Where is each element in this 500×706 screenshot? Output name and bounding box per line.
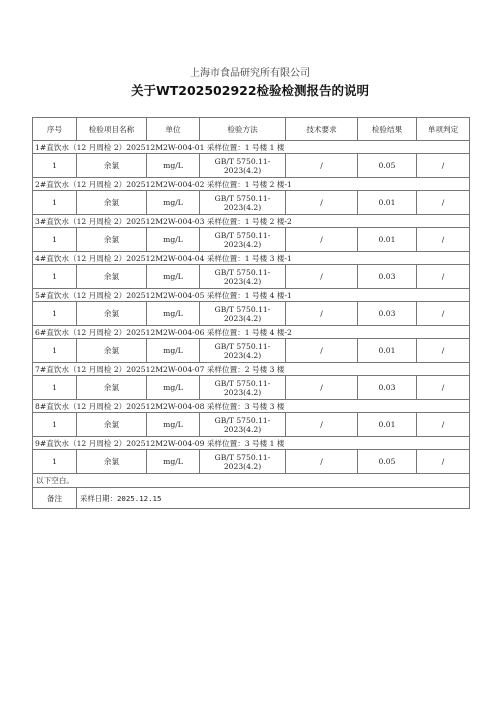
judgment-cell: /	[417, 339, 470, 363]
unit-cell: mg/L	[147, 265, 200, 289]
row-number-cell: 1	[33, 376, 77, 400]
requirement-cell: /	[286, 376, 358, 400]
table-row	[33, 376, 470, 400]
sample-description: 6#直饮水（12 月周检 2）202512M2W-004-06 采样位置：1 号楼 4 楼-2	[33, 326, 470, 339]
row-number-cell: 1	[33, 413, 77, 437]
sample-row	[33, 141, 470, 154]
unit-cell: mg/L	[147, 339, 200, 363]
row-number-cell: 1	[33, 228, 77, 252]
test-method-cell: GB/T 5750.11-2023(4.2)	[200, 302, 286, 326]
result-cell: 0.05	[358, 154, 417, 178]
unit-cell: mg/L	[147, 413, 200, 437]
sample-description: 9#直饮水（12 月周检 2）202512M2W-004-09 采样位置：3 号楼 1 楼	[33, 437, 470, 450]
sample-row	[33, 326, 470, 339]
item-name-cell: 余氯	[77, 191, 147, 215]
requirement-cell: /	[286, 450, 358, 474]
requirement-cell: /	[286, 302, 358, 326]
table-row	[33, 154, 470, 178]
unit-cell: mg/L	[147, 228, 200, 252]
row-number-cell: 1	[33, 450, 77, 474]
unit-cell: mg/L	[147, 302, 200, 326]
result-cell: 0.01	[358, 191, 417, 215]
table-row	[33, 450, 470, 474]
test-method-cell: GB/T 5750.11-2023(4.2)	[200, 339, 286, 363]
judgment-cell: /	[417, 450, 470, 474]
test-method-cell: GB/T 5750.11-2023(4.2)	[200, 265, 286, 289]
table-row	[33, 265, 470, 289]
test-method-cell: GB/T 5750.11-2023(4.2)	[200, 376, 286, 400]
item-name-cell: 余氯	[77, 339, 147, 363]
row-number-cell: 1	[33, 191, 77, 215]
test-method-cell: GB/T 5750.11-2023(4.2)	[200, 154, 286, 178]
item-name-cell: 余氯	[77, 302, 147, 326]
remark-label: 备注	[33, 488, 77, 509]
unit-cell: mg/L	[147, 376, 200, 400]
result-cell: 0.03	[358, 376, 417, 400]
col-header-item: 检验项目名称	[77, 118, 147, 141]
sample-description: 8#直饮水（12 月周检 2）202512M2W-004-08 采样位置：3 号楼 3 楼	[33, 400, 470, 413]
judgment-cell: /	[417, 154, 470, 178]
unit-cell: mg/L	[147, 154, 200, 178]
judgment-cell: /	[417, 228, 470, 252]
row-number-cell: 1	[33, 339, 77, 363]
unit-cell: mg/L	[147, 450, 200, 474]
col-header-result: 检验结果	[358, 118, 417, 141]
sample-description: 1#直饮水（12 月周检 2）202512M2W-004-01 采样位置：1 号楼 1 楼	[33, 141, 470, 154]
table-row	[33, 302, 470, 326]
sample-row	[33, 437, 470, 450]
test-method-cell: GB/T 5750.11-2023(4.2)	[200, 413, 286, 437]
col-header-unit: 单位	[147, 118, 200, 141]
table-row	[33, 228, 470, 252]
result-cell: 0.01	[358, 413, 417, 437]
sample-description: 3#直饮水（12 月周检 2）202512M2W-004-03 采样位置：1 号楼 2 楼-2	[33, 215, 470, 228]
requirement-cell: /	[286, 228, 358, 252]
test-method-cell: GB/T 5750.11-2023(4.2)	[200, 191, 286, 215]
judgment-cell: /	[417, 376, 470, 400]
requirement-cell: /	[286, 265, 358, 289]
result-cell: 0.01	[358, 228, 417, 252]
result-cell: 0.01	[358, 339, 417, 363]
judgment-cell: /	[417, 191, 470, 215]
table-header-row	[33, 118, 470, 141]
result-cell: 0.03	[358, 302, 417, 326]
sample-description: 2#直饮水（12 月周检 2）202512M2W-004-02 采样位置：1 号楼 2 楼-1	[33, 178, 470, 191]
result-cell: 0.05	[358, 450, 417, 474]
requirement-cell: /	[286, 154, 358, 178]
table-row	[33, 413, 470, 437]
report-table	[32, 117, 470, 509]
sample-description: 5#直饮水（12 月周检 2）202512M2W-004-05 采样位置：1 号楼 4 楼-1	[33, 289, 470, 302]
sample-description: 7#直饮水（12 月周检 2）202512M2W-004-07 采样位置：2 号楼 3 楼	[33, 363, 470, 376]
requirement-cell: /	[286, 413, 358, 437]
table-row	[33, 339, 470, 363]
sample-row	[33, 363, 470, 376]
judgment-cell: /	[417, 302, 470, 326]
row-number-cell: 1	[33, 265, 77, 289]
item-name-cell: 余氯	[77, 265, 147, 289]
col-header-judgment: 单项判定	[417, 118, 470, 141]
sample-row	[33, 289, 470, 302]
item-name-cell: 余氯	[77, 154, 147, 178]
item-name-cell: 余氯	[77, 413, 147, 437]
row-number-cell: 1	[33, 302, 77, 326]
sample-row	[33, 252, 470, 265]
judgment-cell: /	[417, 413, 470, 437]
page-title: 关于WT202502922检验检测报告的说明	[130, 83, 370, 98]
item-name-cell: 余氯	[77, 450, 147, 474]
requirement-cell: /	[286, 339, 358, 363]
col-header-method: 检验方法	[200, 118, 286, 141]
table-row	[33, 191, 470, 215]
requirement-cell: /	[286, 191, 358, 215]
col-header-requirement: 技术要求	[286, 118, 358, 141]
remark-row	[33, 488, 470, 509]
sample-description: 4#直饮水（12 月周检 2）202512M2W-004-04 采样位置：1 号楼 3 楼-1	[33, 252, 470, 265]
organization-name: 上海市食品研究所有限公司	[190, 68, 310, 79]
row-number-cell: 1	[33, 154, 77, 178]
remark-value: 采样日期：2025.12.15	[77, 488, 470, 509]
unit-cell: mg/L	[147, 191, 200, 215]
test-method-cell: GB/T 5750.11-2023(4.2)	[200, 450, 286, 474]
item-name-cell: 余氯	[77, 376, 147, 400]
judgment-cell: /	[417, 265, 470, 289]
sample-row	[33, 178, 470, 191]
sample-row	[33, 400, 470, 413]
item-name-cell: 余氯	[77, 228, 147, 252]
col-header-no: 序号	[33, 118, 77, 141]
result-cell: 0.03	[358, 265, 417, 289]
test-method-cell: GB/T 5750.11-2023(4.2)	[200, 228, 286, 252]
blank-note-row	[33, 474, 470, 488]
blank-note: 以下空白。	[33, 474, 470, 488]
sample-row	[33, 215, 470, 228]
